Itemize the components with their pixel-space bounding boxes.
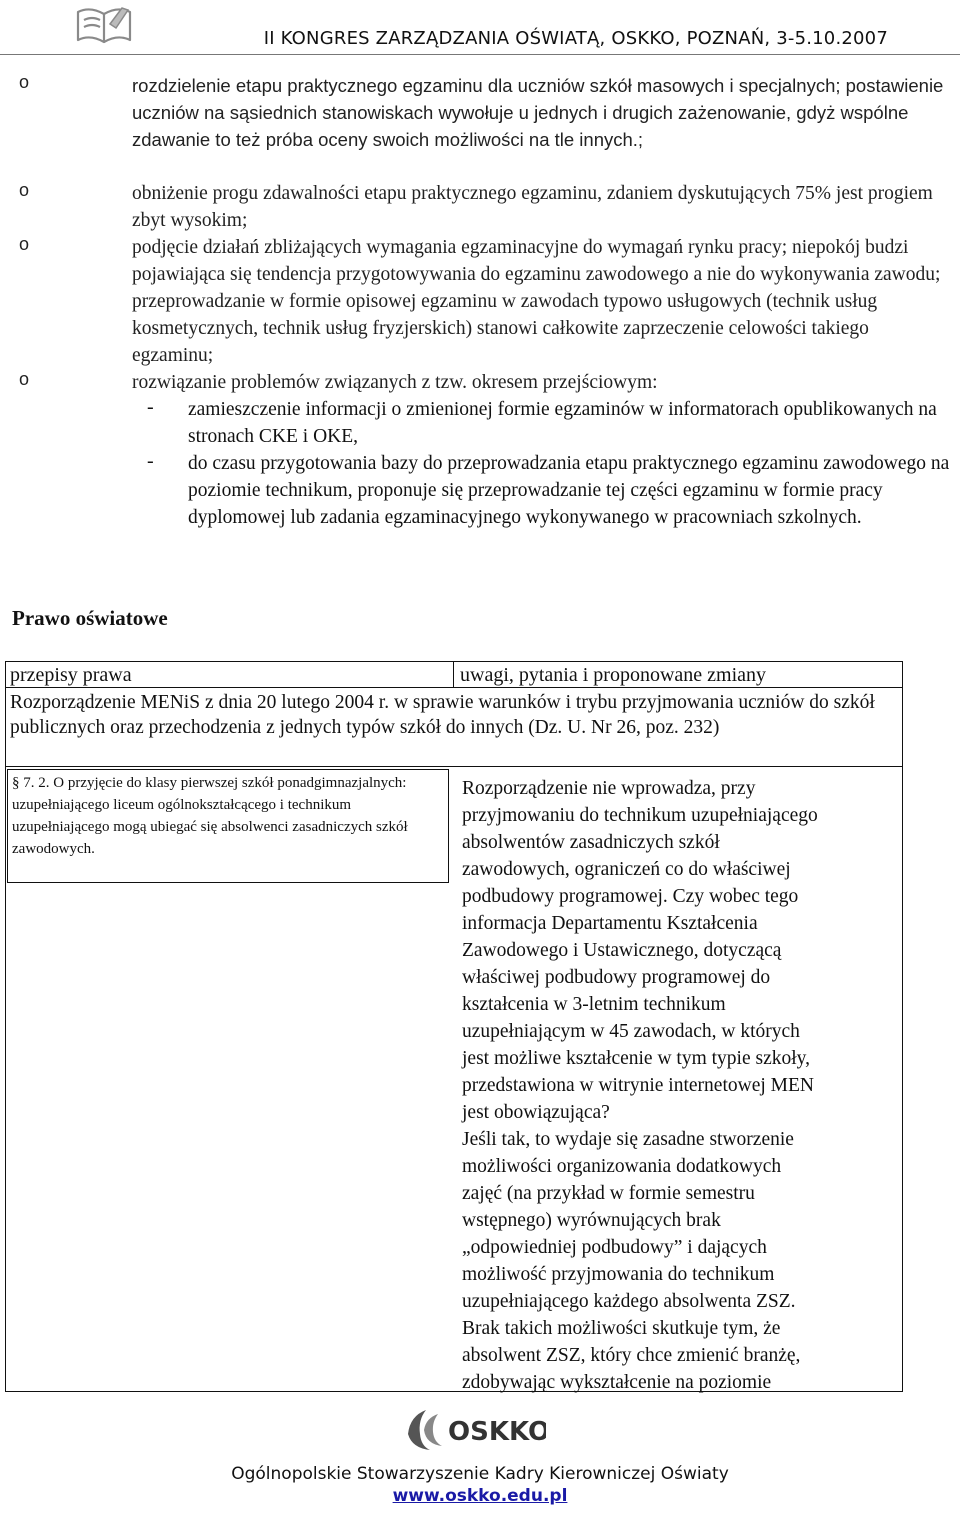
dash-marker: - xyxy=(147,396,154,418)
list-item-text: rozdzielenie etapu praktycznego egzaminu dla uczniów szkół masowych i specjalnych; postawienie uczniów na sąsiednich stanowiskach wywołuje u jednych i drugich zażenowanie, gdyż wspólne zdawanie to też próba oceny swoich możliwości na tle innych.; xyxy=(132,75,944,150)
sub-list-item-text: zamieszczenie informacji o zmienionej formie egzaminów w informatorach opublikowanych na stronach CKE i OKE, xyxy=(188,399,937,447)
table-right-cell-line: jest obowiązująca? xyxy=(462,1102,610,1123)
table-right-cell-line: uzupełniającego każdego absolwenta ZSZ. xyxy=(462,1291,796,1312)
table-header-law: przepisy prawa xyxy=(10,664,132,686)
table-right-cell-line: możliwości organizowania dodatkowych xyxy=(462,1156,782,1177)
table-right-cell-line: Rozporządzenie nie wprowadza, przy xyxy=(462,778,756,799)
list-item-text: podjęcie działań zbliżających wymagania egzaminacyjne do wymagań rynku pracy; niepokój budzi pojawiająca się tendencja przygotowywania do egzaminu zawodowego a nie do wykonywania zawodu; przeprowadzanie w formie opisowej egzaminu w zawodach typowo usługowych (technik usług kosmetycznych, technik usług fryzjerskich) stanowi całkowite zaprzeczenie celowości takiego egzaminu; xyxy=(132,237,941,366)
bullet-marker: o xyxy=(19,369,30,389)
table-right-cell-line: Jeśli tak, to wydaje się zasadne stworzenie xyxy=(462,1129,794,1150)
footer-organization: Ogólnopolskie Stowarzyszenie Kadry Kierowniczej Oświaty xyxy=(231,1464,729,1484)
table-right-cell-line: informacja Departamentu Kształcenia xyxy=(462,913,758,934)
header-divider xyxy=(0,54,960,55)
table-right-cell-line: absolwentów zasadniczych szkół xyxy=(462,832,720,853)
table-right-cell-line: absolwent ZSZ, który chce zmienić branżę, xyxy=(462,1345,801,1366)
book-logo-icon xyxy=(70,0,140,48)
oskko-logo-icon xyxy=(404,1404,546,1454)
footer-url-link[interactable]: www.oskko.edu.pl xyxy=(392,1486,568,1506)
table-right-cell-line: kształcenia w 3-letnim technikum xyxy=(462,994,726,1015)
table-left-cell: § 7. 2. O przyjęcie do klasy pierwszej szkół ponadgimnazjalnych: uzupełniającego liceum ogólnokształcącego i technikum uzupełniającego mogą ubiegać się absolwenci zasadniczych szkół zawodowych. xyxy=(12,775,408,857)
table-right-cell-line: „odpowiedniej podbudowy” i dających xyxy=(462,1237,767,1258)
table-right-cell-line: wstępnego) wyrównujących brak xyxy=(462,1210,721,1231)
table-right-cell-line: zdobywając wykształcenie na poziomie xyxy=(462,1372,772,1393)
table-right-cell-line: podbudowy programowej. Czy wobec tego xyxy=(462,886,799,907)
bullet-marker: o xyxy=(19,72,30,92)
regulation-table xyxy=(5,661,903,1391)
table-right-cell-line: Brak takich możliwości skutkuje tym, że xyxy=(462,1318,781,1339)
list-item-text: rozwiązanie problemów związanych z tzw. okresem przejściowym: xyxy=(132,372,658,393)
table-right-cell-line: przyjmowaniu do technikum uzupełniającego xyxy=(462,805,818,826)
bullet-marker: o xyxy=(19,180,30,200)
table-right-cell-line: jest możliwe kształcenie w tym typie szkoły, xyxy=(462,1048,811,1069)
table-right-cell-line: uzupełniającym w 45 zawodach, w których xyxy=(462,1021,800,1042)
table-right-cell xyxy=(462,775,900,1396)
table-right-cell-line: przedstawiona w witrynie internetowej MEN xyxy=(462,1075,814,1096)
table-right-cell-line: Zawodowego i Ustawicznego, dotyczącą xyxy=(462,940,782,961)
footer-logo-text: OSKKO xyxy=(448,1417,546,1447)
table-regulation-row: Rozporządzenie MENiS z dnia 20 lutego 2004 r. w sprawie warunków i trybu przyjmowania uczniów do szkół publicznych oraz przechodzenia z jednych typów szkół do innych (Dz. U. Nr 26, poz. 232) xyxy=(10,692,875,738)
table-header-notes: uwagi, pytania i proponowane zmiany xyxy=(460,664,767,686)
table-right-cell-line: właściwej podbudowy programowej do xyxy=(462,967,771,988)
bullet-marker: o xyxy=(19,234,30,254)
table-right-cell-line: zajęć (na przykład w formie semestru xyxy=(462,1183,755,1204)
list-item-text: obniżenie progu zdawalności etapu praktycznego egzaminu, zdaniem dyskutujących 75% jest progiem zbyt wysokim; xyxy=(132,183,933,231)
sub-list-item-text: do czasu przygotowania bazy do przeprowadzania etapu praktycznego egzaminu zawodowego na poziomie technikum, proponuje się przeprowadzanie tej części egzaminu w formie pracy dyplomowej lub zadania egzaminacyjnego wykonywanego w pracowniach szkolnych. xyxy=(188,453,950,528)
section-title: Prawo oświatowe xyxy=(12,606,168,630)
table-right-cell-line: możliwość przyjmowania do technikum xyxy=(462,1264,775,1285)
header-title: II KONGRES ZARZĄDZANIA OŚWIATĄ, OSKKO, POZNAŃ, 3-5.10.2007 xyxy=(263,28,888,49)
table-right-cell-line: zawodowych, ograniczeń co do właściwej xyxy=(462,859,791,880)
dash-marker: - xyxy=(147,450,154,472)
